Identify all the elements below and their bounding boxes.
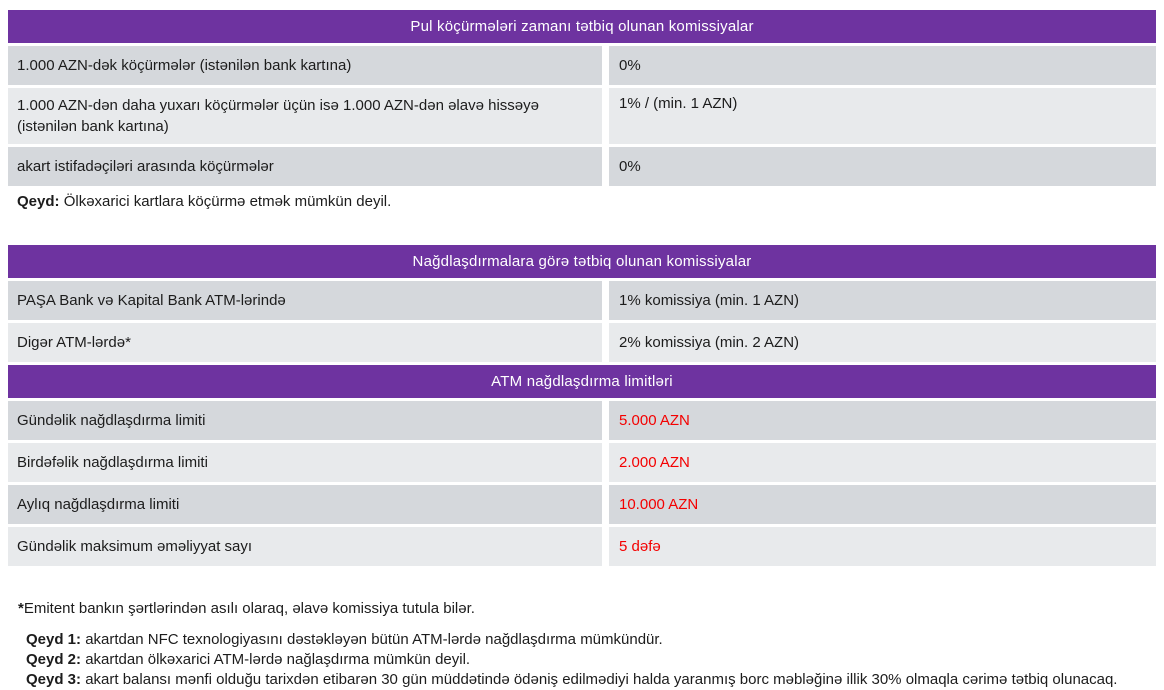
column-gutter: [602, 527, 609, 566]
note-text: akartdan ölkəxarici ATM-lərdə nağlaşdırma mümkün deyil.: [85, 651, 471, 668]
note-text: akart balansı mənfi olduğu tarixdən etibarən 30 gün müddətində ödəniş edilmədiyi halda yaranmış borc məbləğinə illik 30% olmaqla cərimə tətbiq olunacaq.: [85, 671, 1118, 688]
row-label: Gündəlik maksimum əməliyyat sayı: [8, 527, 602, 566]
atm-limits-table: [8, 365, 1156, 566]
table-row: [8, 401, 1156, 440]
row-label: Aylıq nağdlaşdırma limiti: [8, 485, 602, 524]
row-label: Birdəfəlik nağdlaşdırma limiti: [8, 443, 602, 482]
column-gutter: [602, 485, 609, 524]
table-row: [8, 88, 1156, 144]
column-gutter: [602, 323, 609, 362]
column-gutter: [602, 147, 609, 186]
column-gutter: [602, 46, 609, 85]
note-prefix: Qeyd 3:: [26, 671, 82, 688]
column-gutter: [602, 281, 609, 320]
transfers-table-title: Pul köçürmələri zamanı tətbiq olunan komissiyalar: [8, 10, 1156, 43]
note-prefix: Qeyd 2:: [26, 651, 82, 668]
row-value-limit: 5 dəfə: [609, 527, 1156, 566]
cashout-commission-table: [8, 245, 1156, 362]
row-label: 1.000 AZN-dək köçürmələr (istənilən bank kartına): [8, 46, 602, 85]
table-row: [8, 485, 1156, 524]
table-row: [8, 527, 1156, 566]
note-qeyd-3: [26, 670, 1156, 690]
row-value: 0%: [609, 147, 1156, 186]
asterisk-marker: *: [18, 600, 24, 617]
transfers-commission-table: [8, 10, 1156, 212]
column-gutter: [602, 401, 609, 440]
table-row: [8, 281, 1156, 320]
row-value-limit: 2.000 AZN: [609, 443, 1156, 482]
note-text: Ölkəxarici kartlara köçürmə etmək mümkün deyil.: [63, 193, 392, 210]
row-value: 2% komissiya (min. 2 AZN): [609, 323, 1156, 362]
row-value: 0%: [609, 46, 1156, 85]
cashout-table-title: Nağdlaşdırmalara görə tətbiq olunan komissiyalar: [8, 245, 1156, 278]
column-gutter: [602, 443, 609, 482]
row-label: Digər ATM-lərdə*: [8, 323, 602, 362]
footnote-text: Emitent bankın şərtlərindən asılı olaraq, əlavə komissiya tutula bilər.: [23, 600, 475, 617]
transfers-note: [17, 192, 1156, 212]
table-row: [8, 46, 1156, 85]
note-prefix: Qeyd 1:: [26, 631, 82, 648]
row-value-limit: 10.000 AZN: [609, 485, 1156, 524]
table-row: [8, 147, 1156, 186]
row-value: 1% komissiya (min. 1 AZN): [609, 281, 1156, 320]
note-prefix: Qeyd:: [17, 193, 60, 210]
row-label: PAŞA Bank və Kapital Bank ATM-lərində: [8, 281, 602, 320]
row-label: 1.000 AZN-dən daha yuxarı köçürmələr üçün isə 1.000 AZN-dən əlavə hissəyə (istənilən bank kartına): [8, 88, 602, 144]
column-gutter: [602, 88, 609, 144]
table-row: [8, 443, 1156, 482]
table-row: [8, 323, 1156, 362]
note-text: akartdan NFC texnologiyasını dəstəkləyən bütün ATM-lərdə nağdlaşdırma mümkündür.: [85, 631, 663, 648]
atm-limits-table-title: ATM nağdlaşdırma limitləri: [8, 365, 1156, 398]
row-value-limit: 5.000 AZN: [609, 401, 1156, 440]
footnotes: [8, 599, 1156, 690]
row-value: 1% / (min. 1 AZN): [609, 88, 1156, 144]
row-label: akart istifadəçiləri arasında köçürmələr: [8, 147, 602, 186]
row-label: Gündəlik nağdlaşdırma limiti: [8, 401, 602, 440]
note-qeyd-1: [26, 630, 1156, 650]
emitent-footnote: [18, 599, 1156, 619]
note-qeyd-2: [26, 650, 1156, 670]
